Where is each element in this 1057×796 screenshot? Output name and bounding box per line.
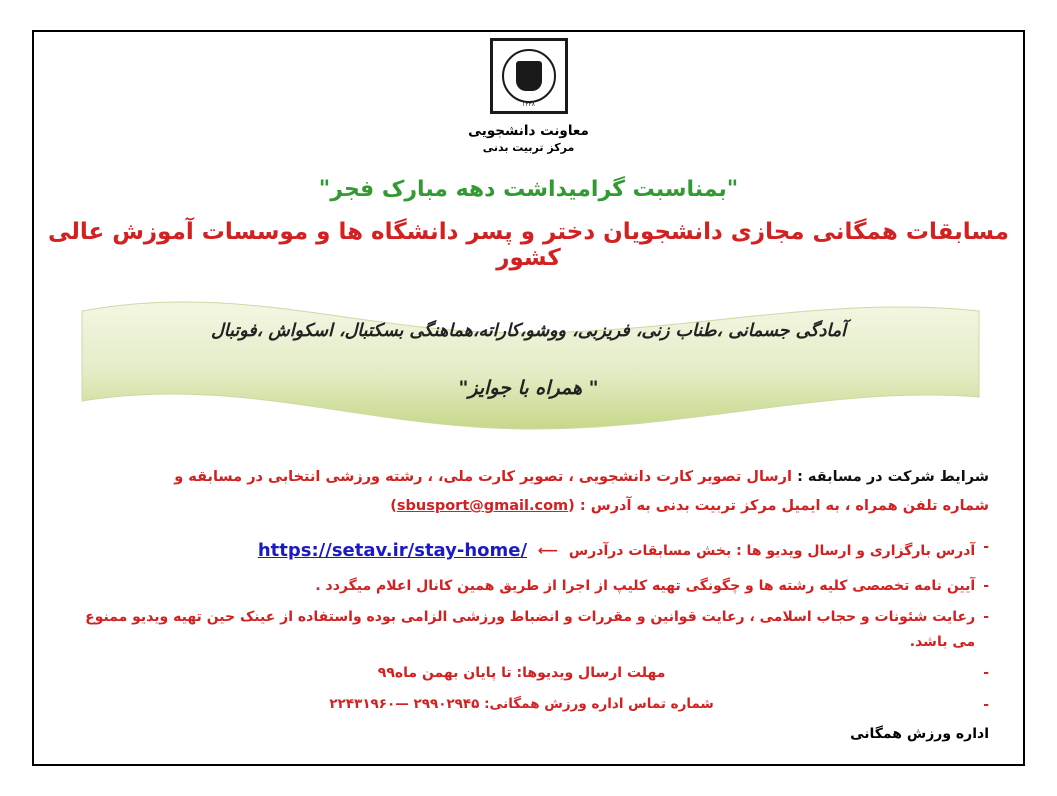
university-seal-icon bbox=[490, 38, 568, 114]
sports-banner bbox=[34, 289, 1023, 437]
seal-glyph bbox=[516, 61, 542, 91]
email-paren-open: ( bbox=[568, 498, 575, 514]
department-signature: اداره ورزش همگانی bbox=[850, 726, 989, 742]
conditions-line-2 bbox=[68, 492, 989, 521]
poster-header bbox=[34, 32, 1023, 154]
org-line-1: معاونت دانشجویی bbox=[468, 123, 589, 139]
occasion-title: "بمناسبت گرامیداشت دهه مبارک فجر" bbox=[318, 177, 739, 202]
conditions-line-1 bbox=[68, 463, 989, 492]
main-title: مسابقات همگانی مجازی دانشجویان دختر و پسر دانشگاه ها و موسسات آموزش عالی کشور bbox=[47, 219, 1010, 271]
sports-list: آمادگی جسمانی ،طناب زنی، فریزبی، ووشو،کاراته،هماهنگی بسکتبال، اسکواش ،فوتبال bbox=[211, 321, 846, 341]
list-item bbox=[68, 605, 989, 654]
conditions-text-1: ارسال تصویر کارت دانشجویی ، تصویر کارت ملی، ، رشته ورزشی انتخابی در مسابقه و bbox=[174, 469, 793, 485]
bullet-dash: - bbox=[983, 665, 989, 681]
arrow-icon: ⟵ bbox=[537, 542, 559, 559]
dress-code-text: رعایت شئونات و حجاب اسلامی ، رعایت قوانین و مقررات و انضباط ورزشی الزامی بوده واستفاده از عینک حین تهیه ویدیو ممنوع می باشد. bbox=[85, 609, 976, 650]
list-item bbox=[68, 574, 989, 599]
conditions-block bbox=[68, 463, 989, 521]
bullet-dash: - bbox=[983, 609, 989, 625]
prizes-note: " همراه با جوایز" bbox=[458, 377, 599, 399]
bullet-dash: - bbox=[983, 577, 989, 594]
bullet-list bbox=[68, 535, 989, 717]
org-line-2: مرکز تربیت بدنی bbox=[482, 141, 575, 154]
bullet-dash: - bbox=[983, 696, 989, 713]
contact-email-link[interactable]: sbusport@gmail.com bbox=[396, 498, 569, 514]
email-paren-close: ) bbox=[390, 498, 397, 514]
contact-phone-text: شماره تماس اداره ورزش همگانی: ۲۹۹۰۲۹۴۵ —۲۲۴۳۱۹۶۰ bbox=[329, 695, 714, 712]
list-item bbox=[68, 693, 989, 718]
upload-address-label: آدرس بارگزاری و ارسال ویدیو ها : بخش مسابقات درآدرس bbox=[568, 542, 976, 559]
competition-url-link[interactable]: https://setav.ir/stay-home/ bbox=[257, 540, 528, 561]
rules-announcement-text: آیین نامه تخصصی کلیه رشته ها و چگونگی تهیه کلیپ از اجرا از طریق همین کانال اعلام میگردد . bbox=[315, 577, 976, 594]
poster-document bbox=[32, 30, 1025, 766]
upload-address-text bbox=[68, 535, 975, 567]
conditions-lead: شرایط شرکت در مسابقه : bbox=[797, 469, 989, 485]
bullet-dash: - bbox=[983, 539, 989, 555]
banner-wave-shape bbox=[34, 289, 1027, 437]
deadline-text: مهلت ارسال ویدیوها: تا پایان بهمن ماه۹۹ bbox=[377, 665, 666, 681]
conditions-text-2: شماره تلفن همراه ، به ایمیل مرکز تربیت بدنی به آدرس : bbox=[579, 498, 989, 514]
list-item bbox=[68, 535, 989, 567]
seal-date: ۱۳۳۸ bbox=[522, 101, 535, 108]
list-item bbox=[68, 661, 989, 686]
